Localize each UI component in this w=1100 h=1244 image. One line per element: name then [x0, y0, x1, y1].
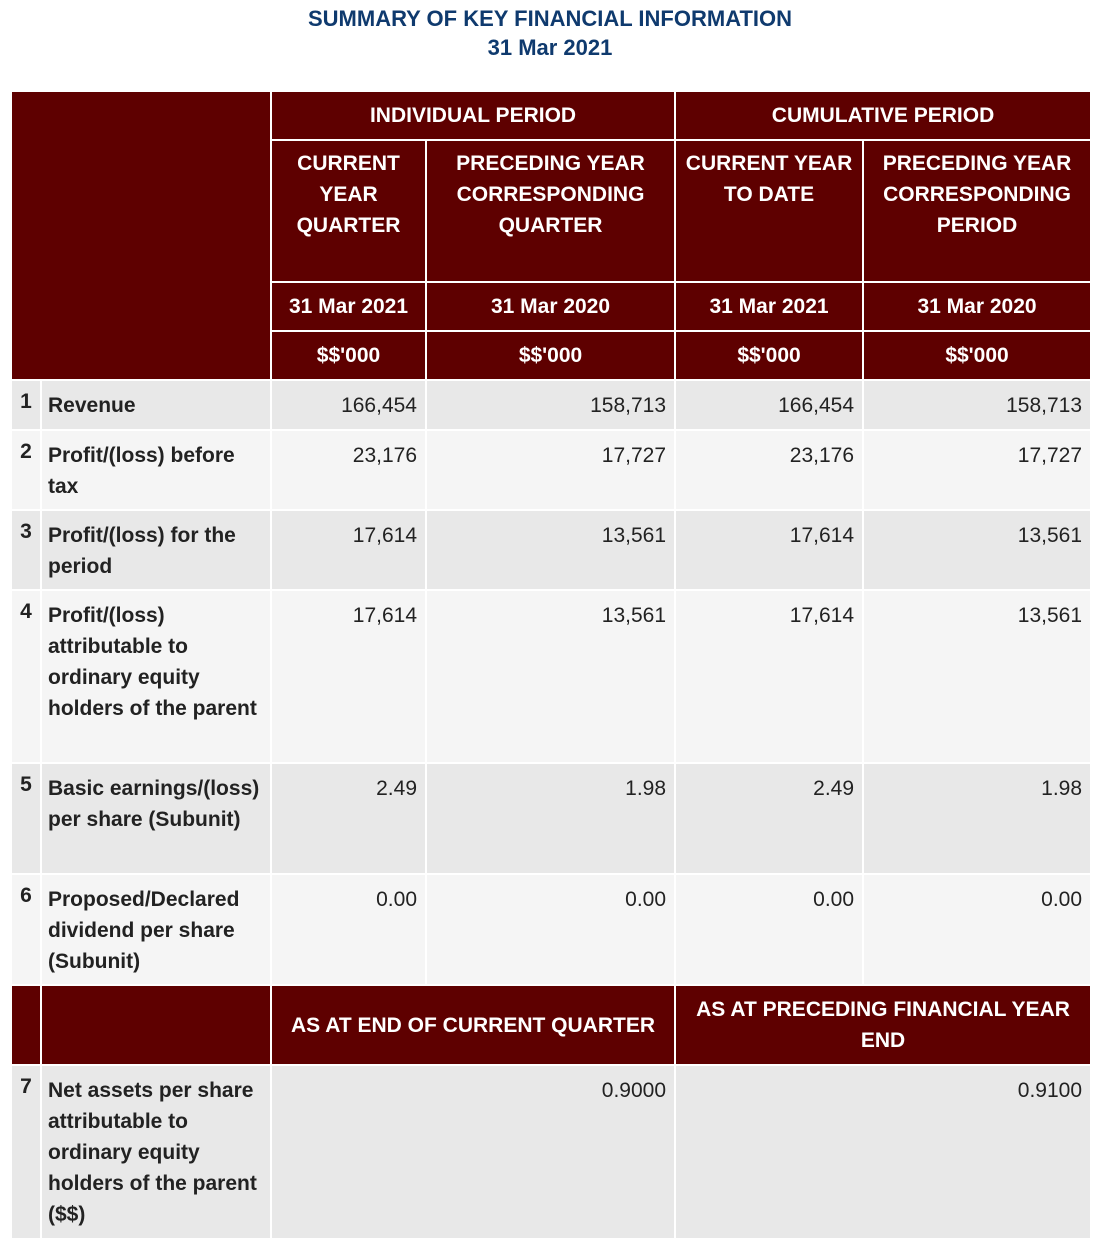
row-value: 17,727	[863, 430, 1091, 510]
row-label: Profit/(loss) attributable to ordinary equity holders of the parent	[41, 590, 271, 763]
report-title	[0, 0, 1100, 62]
row-value: 17,614	[675, 590, 863, 763]
row-value: 13,561	[426, 590, 675, 763]
assets-header-blank	[11, 985, 41, 1065]
row-label: Basic earnings/(loss) per share (Subunit)	[41, 763, 271, 874]
row-value: 17,614	[271, 510, 426, 590]
row-value: 158,713	[426, 380, 675, 430]
row-number: 1	[11, 380, 41, 430]
header-unit: $$'000	[675, 331, 863, 380]
table-row	[11, 590, 1091, 763]
row-value: 13,561	[863, 590, 1091, 763]
report-title-main: SUMMARY OF KEY FINANCIAL INFORMATION	[308, 6, 792, 31]
row-label: Profit/(loss) for the period	[41, 510, 271, 590]
header-as-at-preceding-year-end: AS AT PRECEDING FINANCIAL YEAR END	[675, 985, 1091, 1065]
table-row	[11, 510, 1091, 590]
row-value: 158,713	[863, 380, 1091, 430]
header-date: 31 Mar 2021	[271, 282, 426, 331]
table-row	[11, 1065, 1091, 1239]
row-number: 7	[11, 1065, 41, 1239]
table-row	[11, 874, 1091, 985]
table-row	[11, 380, 1091, 430]
row-number: 2	[11, 430, 41, 510]
row-value: 17,727	[426, 430, 675, 510]
row-value: 0.00	[863, 874, 1091, 985]
assets-header-row	[11, 985, 1091, 1065]
header-individual-period: INDIVIDUAL PERIOD	[271, 91, 675, 140]
financial-summary-table	[10, 90, 1092, 1240]
header-col-current-year-to-date: CURRENT YEAR TO DATE	[675, 140, 863, 282]
row-value: 1.98	[863, 763, 1091, 874]
header-as-at-end-current-quarter: AS AT END OF CURRENT QUARTER	[271, 985, 675, 1065]
row-value: 17,614	[271, 590, 426, 763]
header-blank-cell	[11, 91, 271, 380]
row-label: Revenue	[41, 380, 271, 430]
header-unit: $$'000	[426, 331, 675, 380]
header-cumulative-period: CUMULATIVE PERIOD	[675, 91, 1091, 140]
row-number: 5	[11, 763, 41, 874]
header-date: 31 Mar 2020	[863, 282, 1091, 331]
header-unit: $$'000	[271, 331, 426, 380]
row-value: 23,176	[271, 430, 426, 510]
row-label: Profit/(loss) before tax	[41, 430, 271, 510]
report-title-date: 31 Mar 2021	[487, 35, 613, 60]
row-value: 13,561	[863, 510, 1091, 590]
row-number: 6	[11, 874, 41, 985]
row-value: 0.00	[675, 874, 863, 985]
assets-header-blank	[41, 985, 271, 1065]
row-value: 0.9000	[271, 1065, 675, 1239]
row-value: 23,176	[675, 430, 863, 510]
header-group-row	[11, 91, 1091, 140]
row-number: 3	[11, 510, 41, 590]
row-label: Proposed/Declared dividend per share (Subunit)	[41, 874, 271, 985]
row-number: 4	[11, 590, 41, 763]
row-label: Net assets per share attributable to ordinary equity holders of the parent ($$)	[41, 1065, 271, 1239]
table-row	[11, 430, 1091, 510]
header-col-current-year-quarter: CURRENT YEAR QUARTER	[271, 140, 426, 282]
row-value: 1.98	[426, 763, 675, 874]
row-value: 0.00	[271, 874, 426, 985]
header-col-preceding-year-quarter: PRECEDING YEAR CORRESPONDING QUARTER	[426, 140, 675, 282]
header-col-preceding-year-period: PRECEDING YEAR CORRESPONDING PERIOD	[863, 140, 1091, 282]
header-date: 31 Mar 2020	[426, 282, 675, 331]
row-value: 0.9100	[675, 1065, 1091, 1239]
row-value: 2.49	[675, 763, 863, 874]
header-date: 31 Mar 2021	[675, 282, 863, 331]
row-value: 166,454	[675, 380, 863, 430]
row-value: 2.49	[271, 763, 426, 874]
row-value: 0.00	[426, 874, 675, 985]
header-unit: $$'000	[863, 331, 1091, 380]
row-value: 17,614	[675, 510, 863, 590]
row-value: 13,561	[426, 510, 675, 590]
table-row	[11, 763, 1091, 874]
row-value: 166,454	[271, 380, 426, 430]
